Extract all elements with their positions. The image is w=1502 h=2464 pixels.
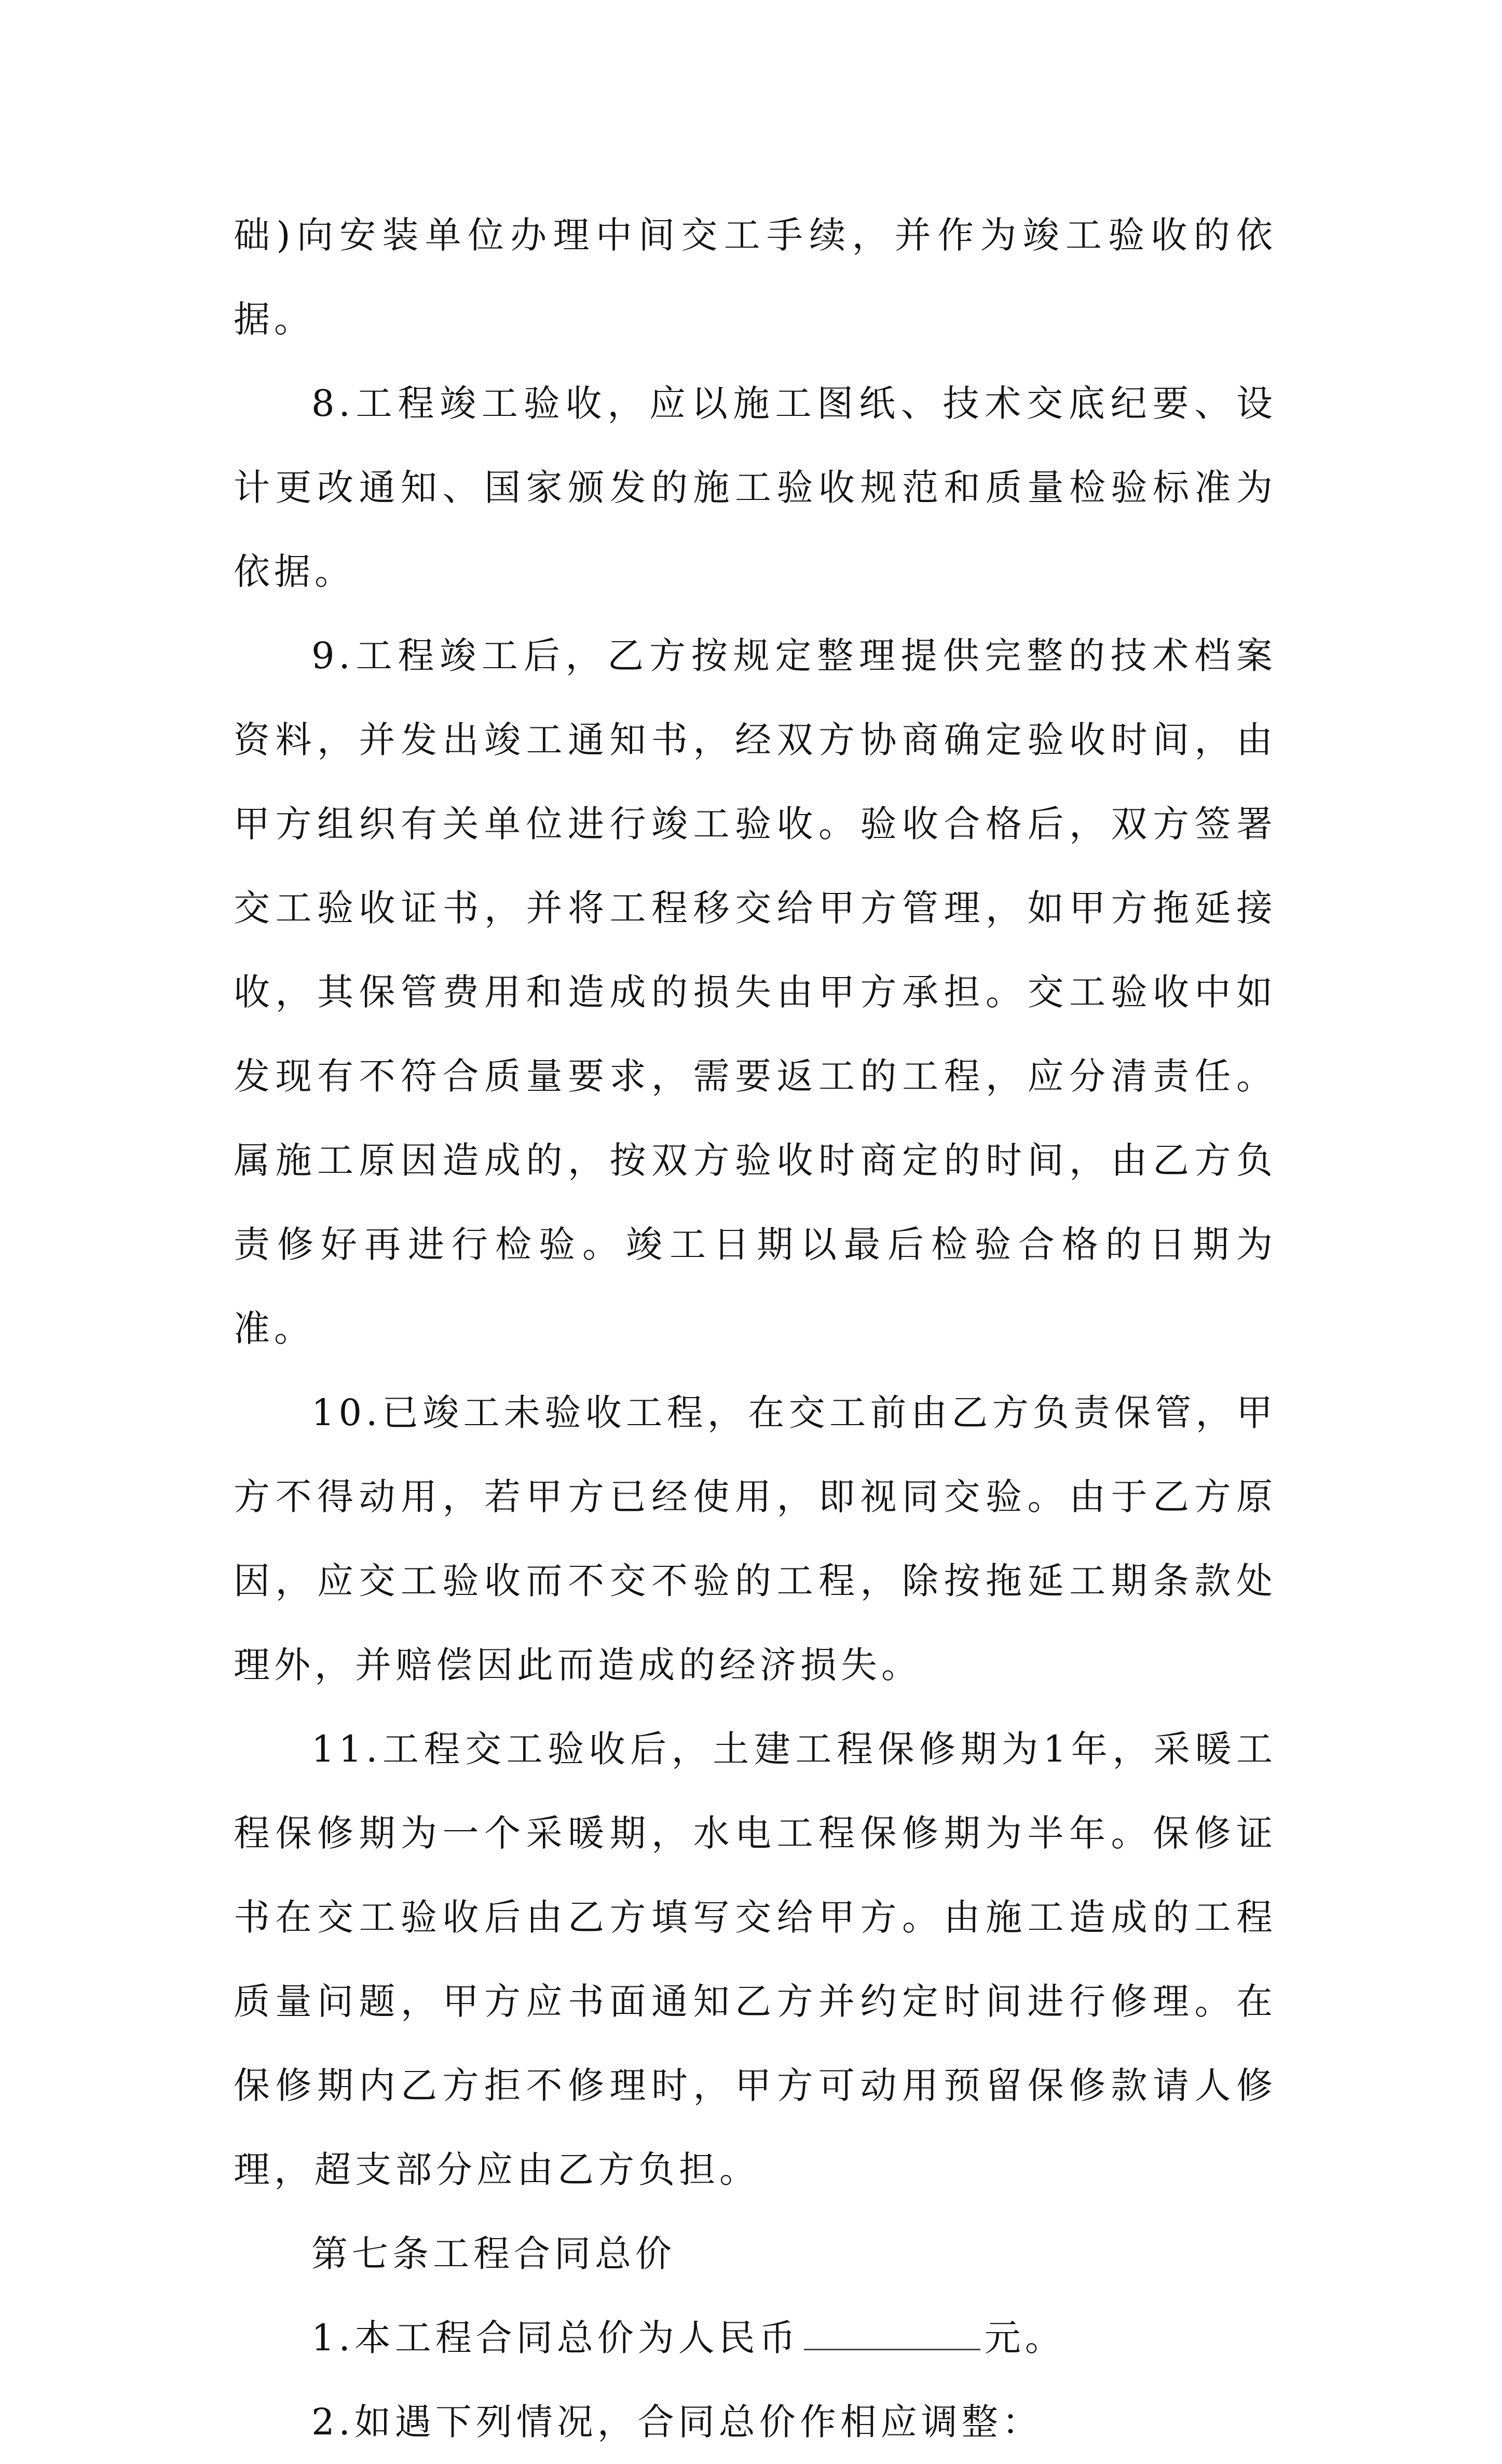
- paragraph-item-9: 9.工程竣工后，乙方按规定整理提供完整的技术档案资料，并发出竣工通知书，经双方协商确定验收时间，由甲方组织有关单位进行竣工验收。验收合格后，双方签署交工验收证书，并将工程移交给甲方管理，如甲方拖延接收，其保管费用和造成的损失由甲方承担。交工验收中如发现有不符合质量要求，需要返工的工程，应分清责任。属施工原因造成的，按双方验收时商定的时间，由乙方负责修好再进行检验。竣工日期以最后检验合格的日期为准。: [234, 634, 1277, 1350]
- document-body: [234, 193, 1277, 2464]
- contract-price-item: [234, 2296, 1277, 2380]
- price-adjustment-item: 2.如遇下列情况，合同总价作相应调整：: [311, 2401, 1043, 2443]
- paragraph-item-11: 11.工程交工验收后，土建工程保修期为1年，采暖工程保修期为一个采暖期，水电工程保修期为半年。保修证书在交工验收后由乙方填写交给甲方。由施工造成的工程质量问题，甲方应书面通知乙方并约定时间进行修理。在保修期内乙方拒不修理时，甲方可动用预留保修款请人修理，超支部分应由乙方负担。: [234, 1728, 1277, 2191]
- article-heading: 第七条工程合同总价: [311, 2232, 676, 2275]
- paragraph-item-10: 10.已竣工未验收工程，在交工前由乙方负责保管，甲方不得动用，若甲方已经使用，即视同交验。由于乙方原因，应交工验收而不交不验的工程，除按拖延工期条款处理外，并赔偿因此而造成的经济损失。: [234, 1391, 1277, 1686]
- paragraph-continuation: 础)向安装单位办理中间交工手续，并作为竣工验收的依据。: [234, 214, 1277, 341]
- contract-price-prefix: 1.本工程合同总价为人民币: [311, 2317, 800, 2359]
- paragraph-item-8: 8.工程竣工验收，应以施工图纸、技术交底纪要、设计更改通知、国家颁发的施工验收规范和质量检验标准为依据。: [234, 382, 1277, 593]
- price-blank-line: [804, 2318, 980, 2350]
- contract-price-suffix: 元。: [984, 2317, 1066, 2359]
